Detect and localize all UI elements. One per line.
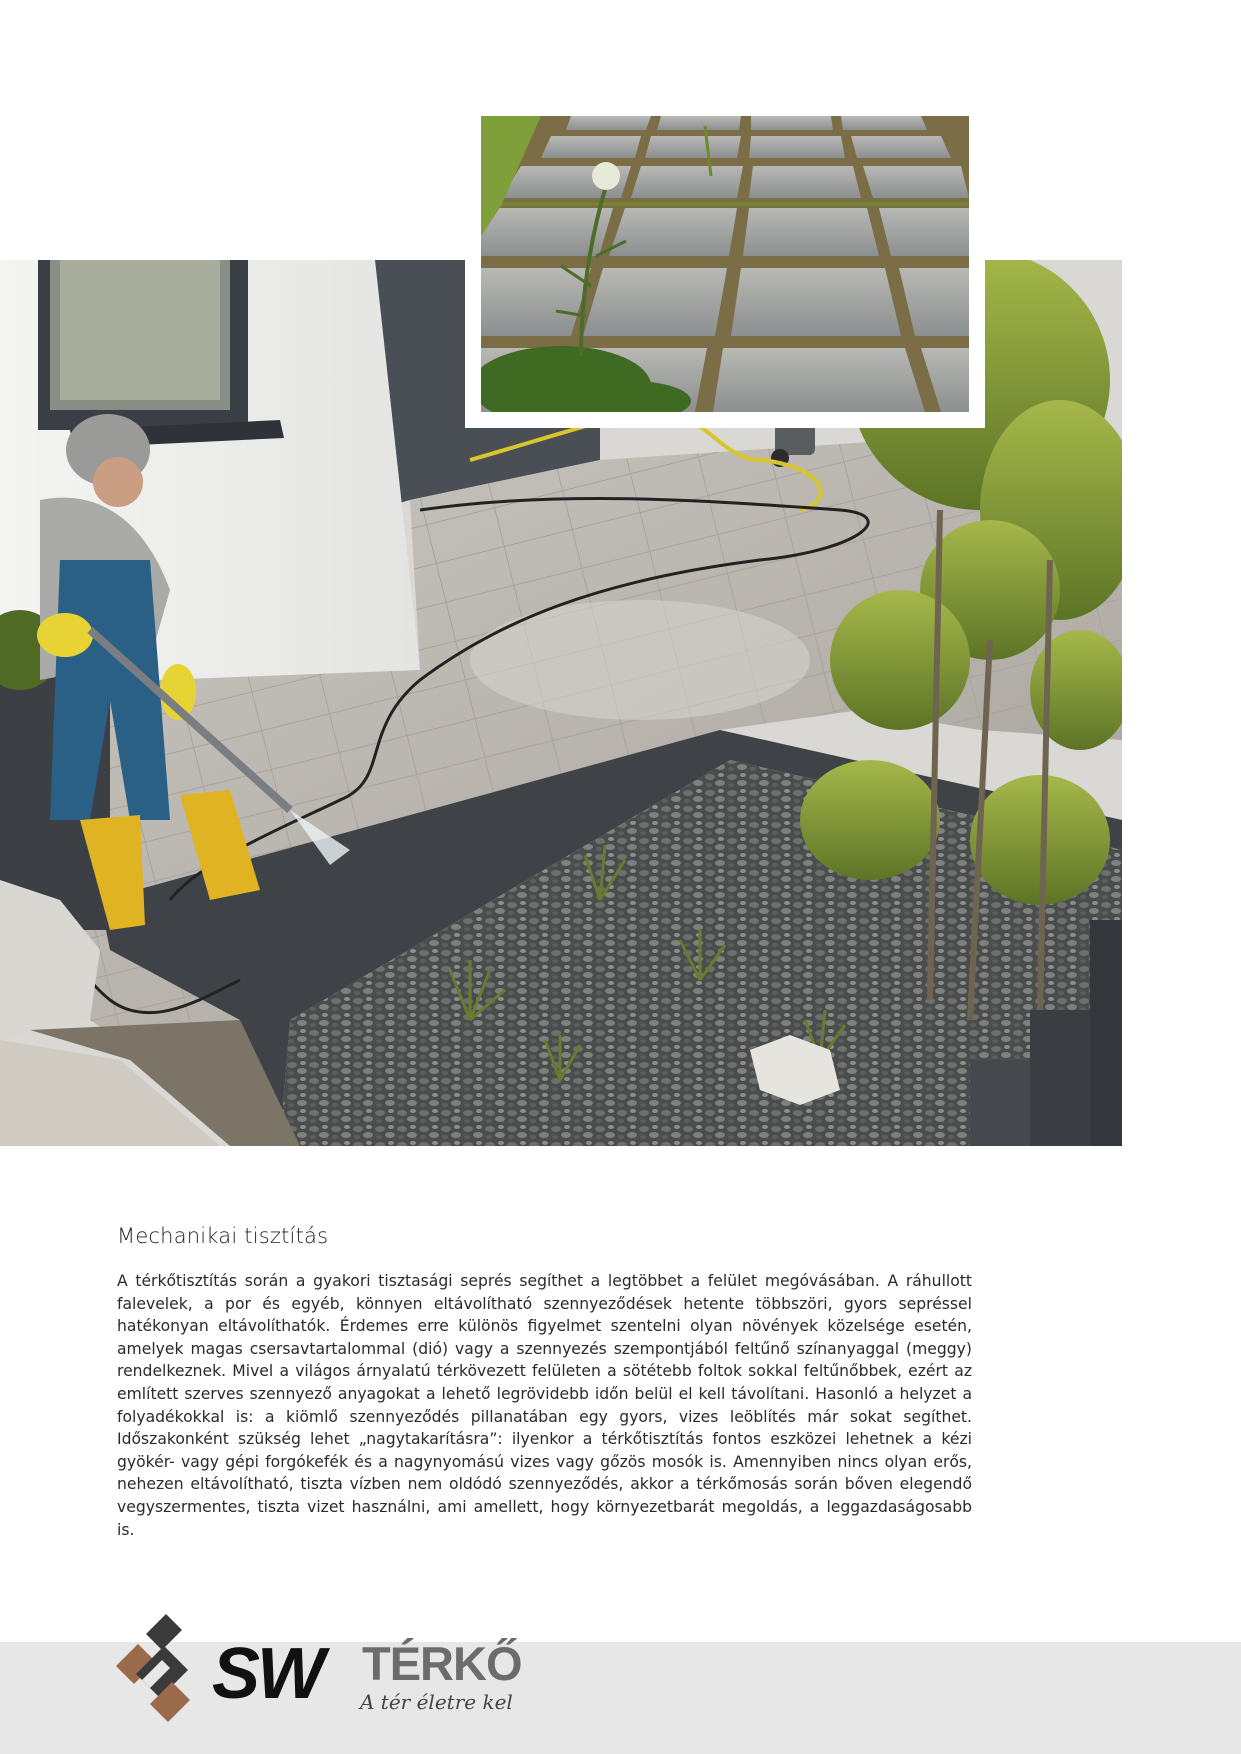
logo-brand: SW [212, 1634, 322, 1714]
logo-name: TÉRKŐ [362, 1637, 522, 1690]
article-heading: Mechanikai tisztítás [117, 1224, 329, 1248]
inset-photo-frame [465, 100, 985, 428]
article [117, 1224, 972, 1541]
logo-tagline: A tér életre kel [360, 1690, 513, 1714]
sw-terko-logo [116, 1604, 522, 1728]
logo-mark-icon [116, 1604, 206, 1728]
inset-photo-weeds-between-pavers [481, 116, 969, 412]
article-body: A térkőtisztítás során a gyakori tisztasági seprés segíthet a legtöbbet a felület megóvásában. A ráhullott falevelek, a por és egyéb, könnyen eltávolítható szennyeződések hetente többszöri, gyors sepréssel hatékonyan eltávolíthatók. Érdemes erre különös figyelmet szentelni olyan növények közelsége esetén, amelyek magas csersavtartalommal (dió) vagy a szennyezés szempontjából feltűnő színanyaggal (meggy) rendelkeznek. Mivel a világos árnyalatú térkövezett felületen a sötétebb foltok sokkal feltűnőbbek, ezért az említett szerves szennyező anyagokat a lehető legrövidebb időn belül el kell távolítani. Hasonló a helyzet a folyadékokkal is: a kiömlő szennyeződés pillanatában egy gyors, vizes leöblítés már sokat segíthet. Időszakonként szükség lehet „nagytakarításra”: ilyenkor a térkőtisztítás fontos eszközei lehetnek a kézi gyökér- vagy gépi forgókefék és a nagynyomású vizes vagy gőzös mosók is. Amennyiben nincs olyan erős, nehezen eltávolítható, tiszta vízben nem oldódó szennyeződés, akkor a térkőmosás során bőven elegendő vegyszermentes, tiszta vizet használni, ami amellett, hogy környezetbarát megoldás, a leggazdaságosabb is. [117, 1272, 972, 1539]
